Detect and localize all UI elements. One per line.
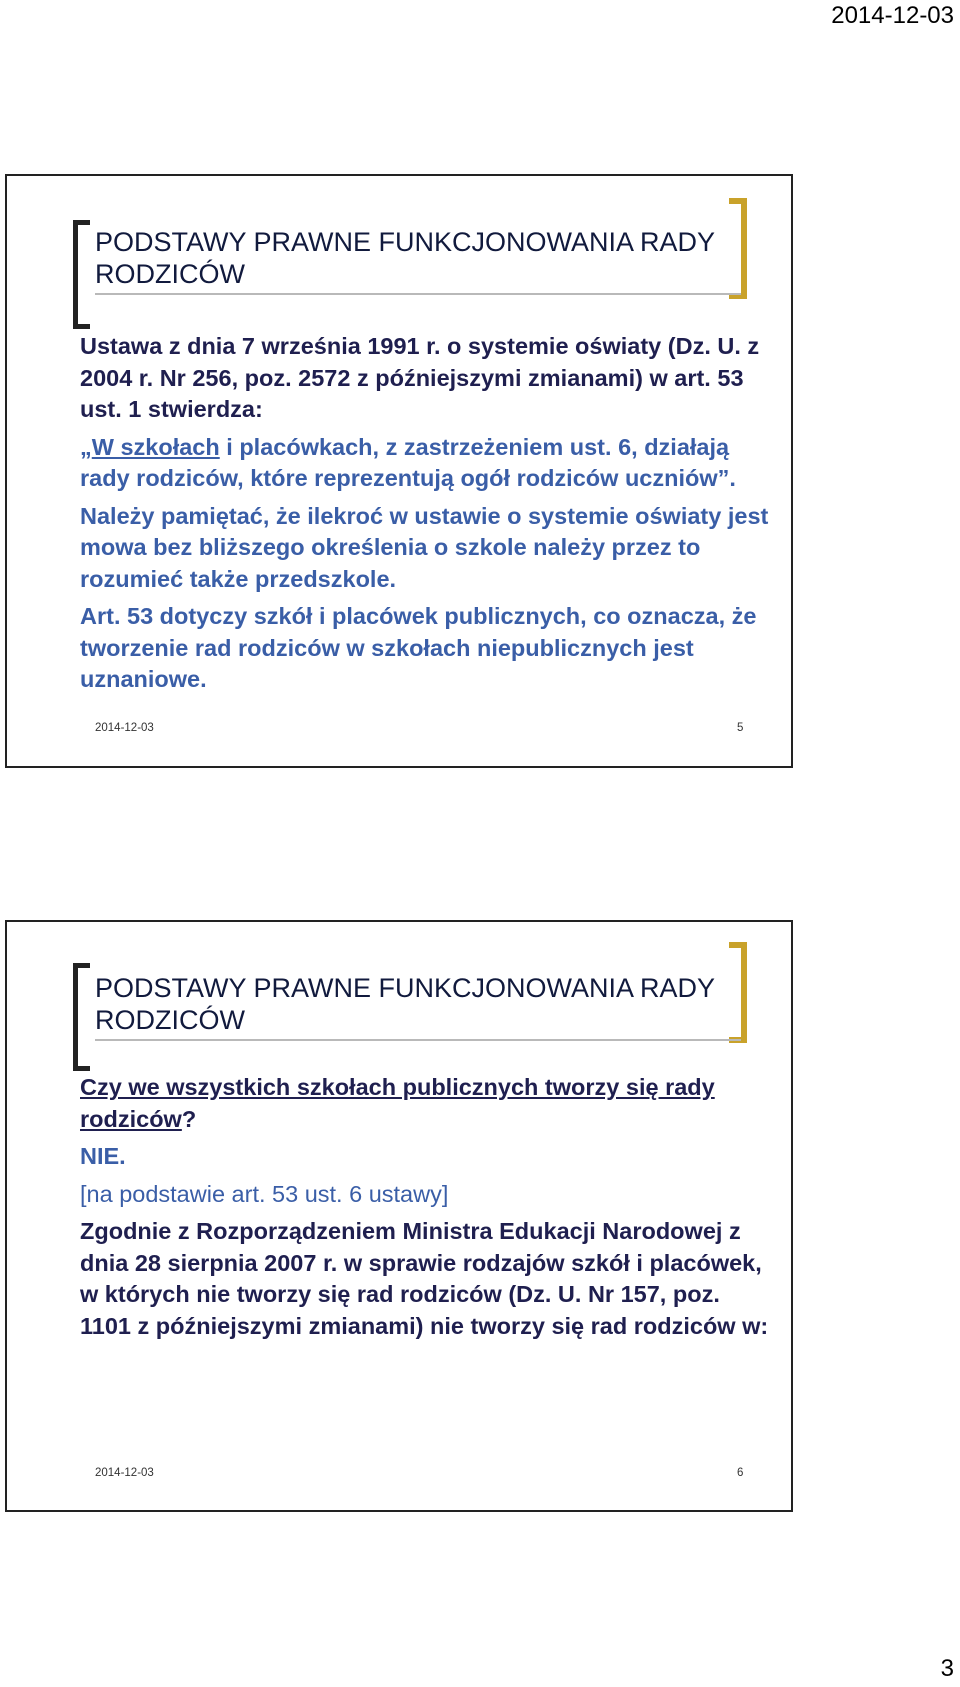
legal-basis: [na podstawie art. 53 ust. 6 ustawy] [80, 1180, 449, 1207]
slide-body [80, 1072, 770, 1348]
slide-number: 6 [737, 1467, 744, 1479]
article-note: Art. 53 dotyczy szkół i placówek publicznych, co oznacza, że tworzenie rad rodziców w szkołach niepublicznych jest uznaniowe. [80, 603, 757, 692]
slide-5 [5, 174, 793, 768]
slide-body [80, 331, 770, 702]
answer: NIE. [80, 1143, 126, 1169]
title-underline [95, 1039, 741, 1041]
statute-intro: Ustawa z dnia 7 września 1991 r. o systemie oświaty (Dz. U. z 2004 r. Nr 256, poz. 2572 z późniejszymi zmianami) w art. 53 ust. 1 stwierdza: [80, 333, 760, 422]
page-header-date: 2014-12-03 [831, 2, 954, 29]
slide-title-line-1: PODSTAWY PRAWNE FUNKCJONOWANIA RADY [95, 227, 716, 257]
slide-number: 5 [737, 722, 744, 734]
slide-title [95, 226, 735, 290]
left-bracket-decoration [73, 963, 90, 1071]
slide-title [95, 972, 735, 1036]
slide-title-line-2: RODZICÓW [95, 1005, 245, 1035]
quote-highlight: W szkołach [91, 433, 220, 460]
statute-quote: „W szkołach i placówkach, z zastrzeżeniem ust. 6, działają rady rodziców, które reprezentują ogół rodziców uczniów”. [80, 433, 736, 491]
slide-footer-date: 2014-12-03 [95, 1467, 154, 1479]
page-number: 3 [940, 1655, 954, 1682]
slide-6 [5, 920, 793, 1512]
preschool-note: Należy pamiętać, że ilekroć w ustawie o systemie oświaty jest mowa bez bliższego określenia o szkole należy przez to rozumieć także przedszkole. [80, 502, 769, 592]
title-underline [95, 293, 741, 295]
slide-title-line-1: PODSTAWY PRAWNE FUNKCJONOWANIA RADY [95, 973, 716, 1003]
regulation-text: Zgodnie z Rozporządzeniem Ministra Edukacji Narodowej z dnia 28 sierpnia 2007 r. w sprawie rodzajów szkół i placówek, w których nie tworzy się rad rodziców (Dz. U. Nr 157, poz. 1101 z późniejszymi zmianami) nie tworzy się rad rodziców w: [80, 1218, 769, 1339]
slide-footer-date: 2014-12-03 [95, 722, 154, 734]
question: Czy we wszystkich szkołach publicznych tworzy się rady rodziców? [80, 1074, 715, 1132]
slide-title-line-2: RODZICÓW [95, 259, 245, 289]
left-bracket-decoration [73, 220, 90, 329]
